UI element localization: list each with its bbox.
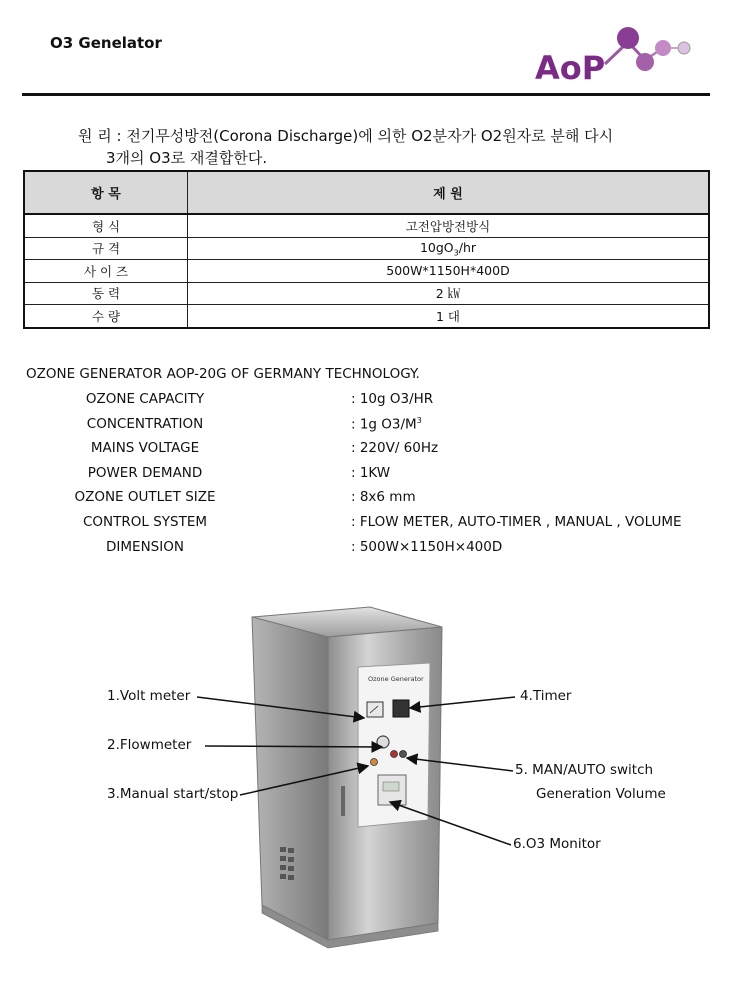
spec-value-capacity: : 10g O3/HR (351, 391, 434, 407)
principle-line-2: 3개의 O3로 재결합한다. (106, 149, 268, 167)
spec-label-concentration: CONCENTRATION (86, 416, 204, 432)
table-row (24, 237, 709, 260)
spec-label-control: CONTROL SYSTEM (82, 514, 208, 530)
callout-gen-volume: Generation Volume (536, 786, 666, 802)
row-item: 규 격 (24, 237, 188, 260)
header-spec: 제 원 (188, 171, 710, 214)
spec-table (23, 170, 710, 329)
principle-text (78, 125, 613, 169)
row-item: 수 량 (24, 305, 188, 328)
logo-text: AoP (535, 49, 606, 84)
spec-value-outlet: : 8x6 mm (351, 489, 416, 505)
spec-label-dimension: DIMENSION (106, 539, 184, 555)
principle-line-1: 원 리 : 전기무성방전(Corona Discharge)에 의한 O2분자가 O2원자로 분해 다시 (78, 127, 614, 145)
callout-man-auto: 5. MAN/AUTO switch (515, 762, 654, 778)
spec-value-voltage: : 220V/ 60Hz (351, 440, 439, 456)
table-row (24, 260, 709, 283)
row-value: $10gO_3/hr$ (188, 237, 710, 260)
table-row (24, 305, 709, 328)
callout-timer: 4.Timer (520, 688, 572, 704)
page-title: O3 Genelator (50, 34, 162, 52)
spec-value-dimension: : 500W×1150H×400D (351, 539, 503, 555)
spec-label-capacity: OZONE CAPACITY (85, 391, 205, 407)
spec-table-header (24, 171, 709, 214)
panel-label: Ozone Generator (368, 675, 424, 683)
header-item: 항 목 (24, 171, 188, 214)
ozone-generator-photo (240, 605, 450, 950)
row-item: 사 이 즈 (24, 260, 188, 283)
spec-label-outlet: OZONE OUTLET SIZE (74, 489, 216, 505)
table-row (24, 214, 709, 237)
spec-value-control: : FLOW METER, AUTO-TIMER , MANUAL , VOLUME (351, 514, 682, 530)
header-divider (22, 93, 710, 96)
callout-volt-meter: 1.Volt meter (107, 688, 191, 704)
spec-label-voltage: MAINS VOLTAGE (90, 440, 200, 456)
spec-label-power: POWER DEMAND (87, 465, 203, 481)
table-row (24, 282, 709, 305)
spec-value-concentration: : 1g $O3/M^3$ (351, 416, 422, 433)
row-value: 1 대 (188, 305, 710, 328)
callout-o3-monitor: 6.O3 Monitor (513, 836, 601, 852)
row-value: 2 ㎾ (188, 282, 710, 305)
spec-value-power: : 1KW (351, 465, 391, 481)
row-value: 고전압방전방식 (188, 214, 710, 237)
row-item: 동 력 (24, 282, 188, 305)
row-value: 500W*1150H*400D (188, 260, 710, 283)
callout-flowmeter: 2.Flowmeter (107, 737, 192, 753)
callout-manual: 3.Manual start/stop (107, 786, 239, 802)
row-item: 형 식 (24, 214, 188, 237)
ozone-heading: OZONE GENERATOR AOP-20G OF GERMANY TECHNOLOGY. (26, 366, 420, 382)
aop-logo (533, 24, 693, 84)
